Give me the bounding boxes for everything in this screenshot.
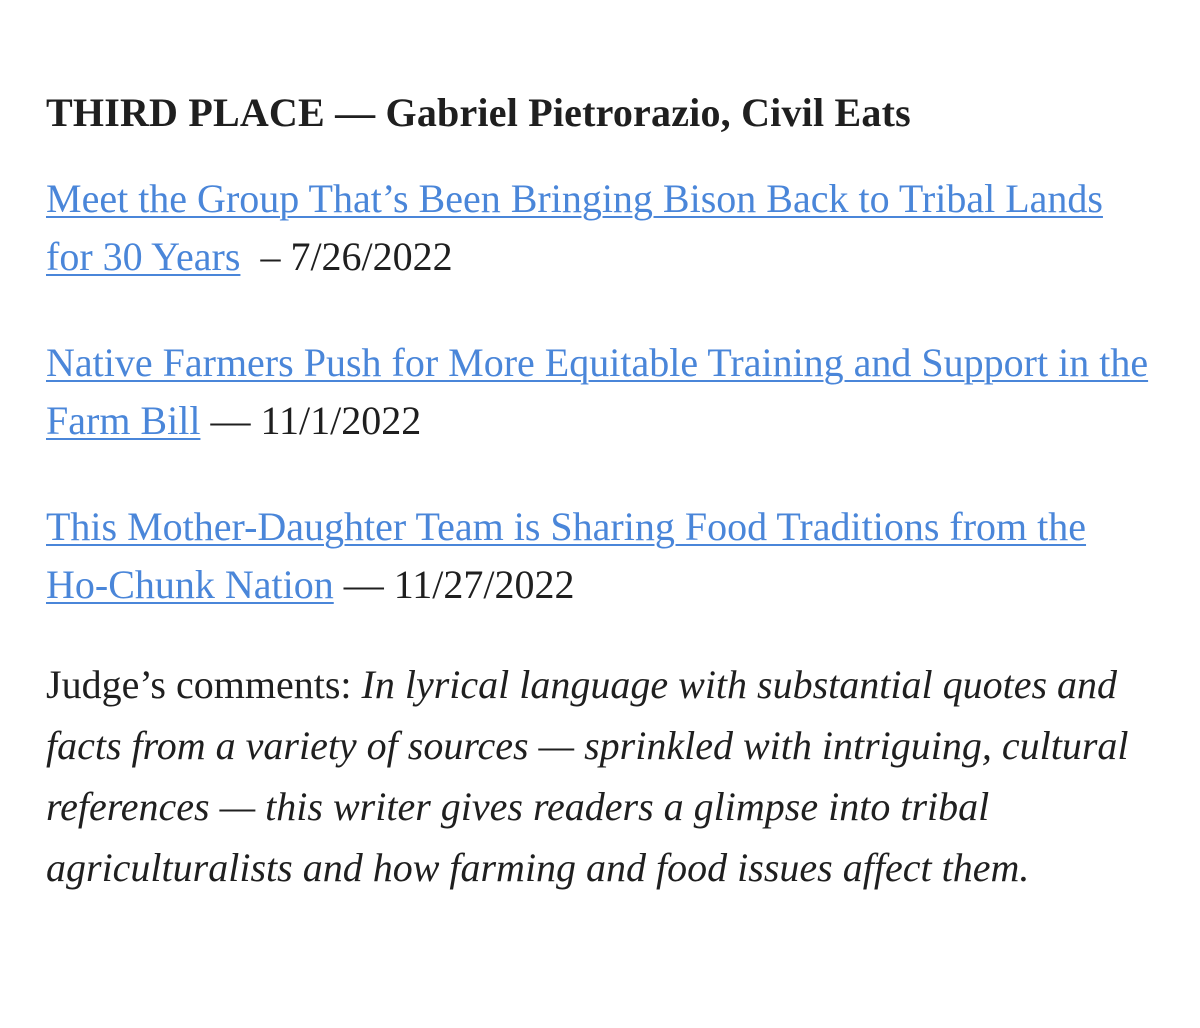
award-heading bbox=[46, 84, 1156, 142]
article-link[interactable]: Native Farmers Push for More Equitable Training and Support in the Farm Bill bbox=[46, 340, 1149, 443]
entry-separator: — bbox=[333, 562, 394, 607]
article-entry bbox=[46, 170, 1156, 286]
judge-label: Judge’s comments: bbox=[46, 662, 362, 707]
winner-name: Gabriel Pietrorazio, Civil Eats bbox=[385, 90, 911, 135]
article-date: 11/1/2022 bbox=[260, 398, 422, 443]
article-entry bbox=[46, 334, 1156, 450]
article-link[interactable]: This Mother-Daughter Team is Sharing Food Traditions from the Ho-Chunk Nation bbox=[46, 504, 1087, 607]
entry-separator: – bbox=[240, 234, 291, 279]
judge-comment-text: In lyrical language with substantial quotes and facts from a variety of sources — sprinkled with intriguing, cultural references — this writer gives readers a glimpse into tribal agriculturalists and how farming and food issues affect them. bbox=[46, 662, 1129, 890]
article-date: 11/27/2022 bbox=[393, 562, 575, 607]
award-content bbox=[46, 84, 1156, 898]
article-entry bbox=[46, 498, 1156, 614]
article-date: 7/26/2022 bbox=[290, 234, 453, 279]
entry-separator: — bbox=[200, 398, 261, 443]
place-label: THIRD PLACE bbox=[46, 90, 325, 135]
article-link[interactable]: Meet the Group That’s Been Bringing Bison Back to Tribal Lands for 30 Years bbox=[46, 176, 1103, 279]
judge-comments bbox=[46, 654, 1156, 898]
heading-separator: — bbox=[324, 90, 386, 135]
